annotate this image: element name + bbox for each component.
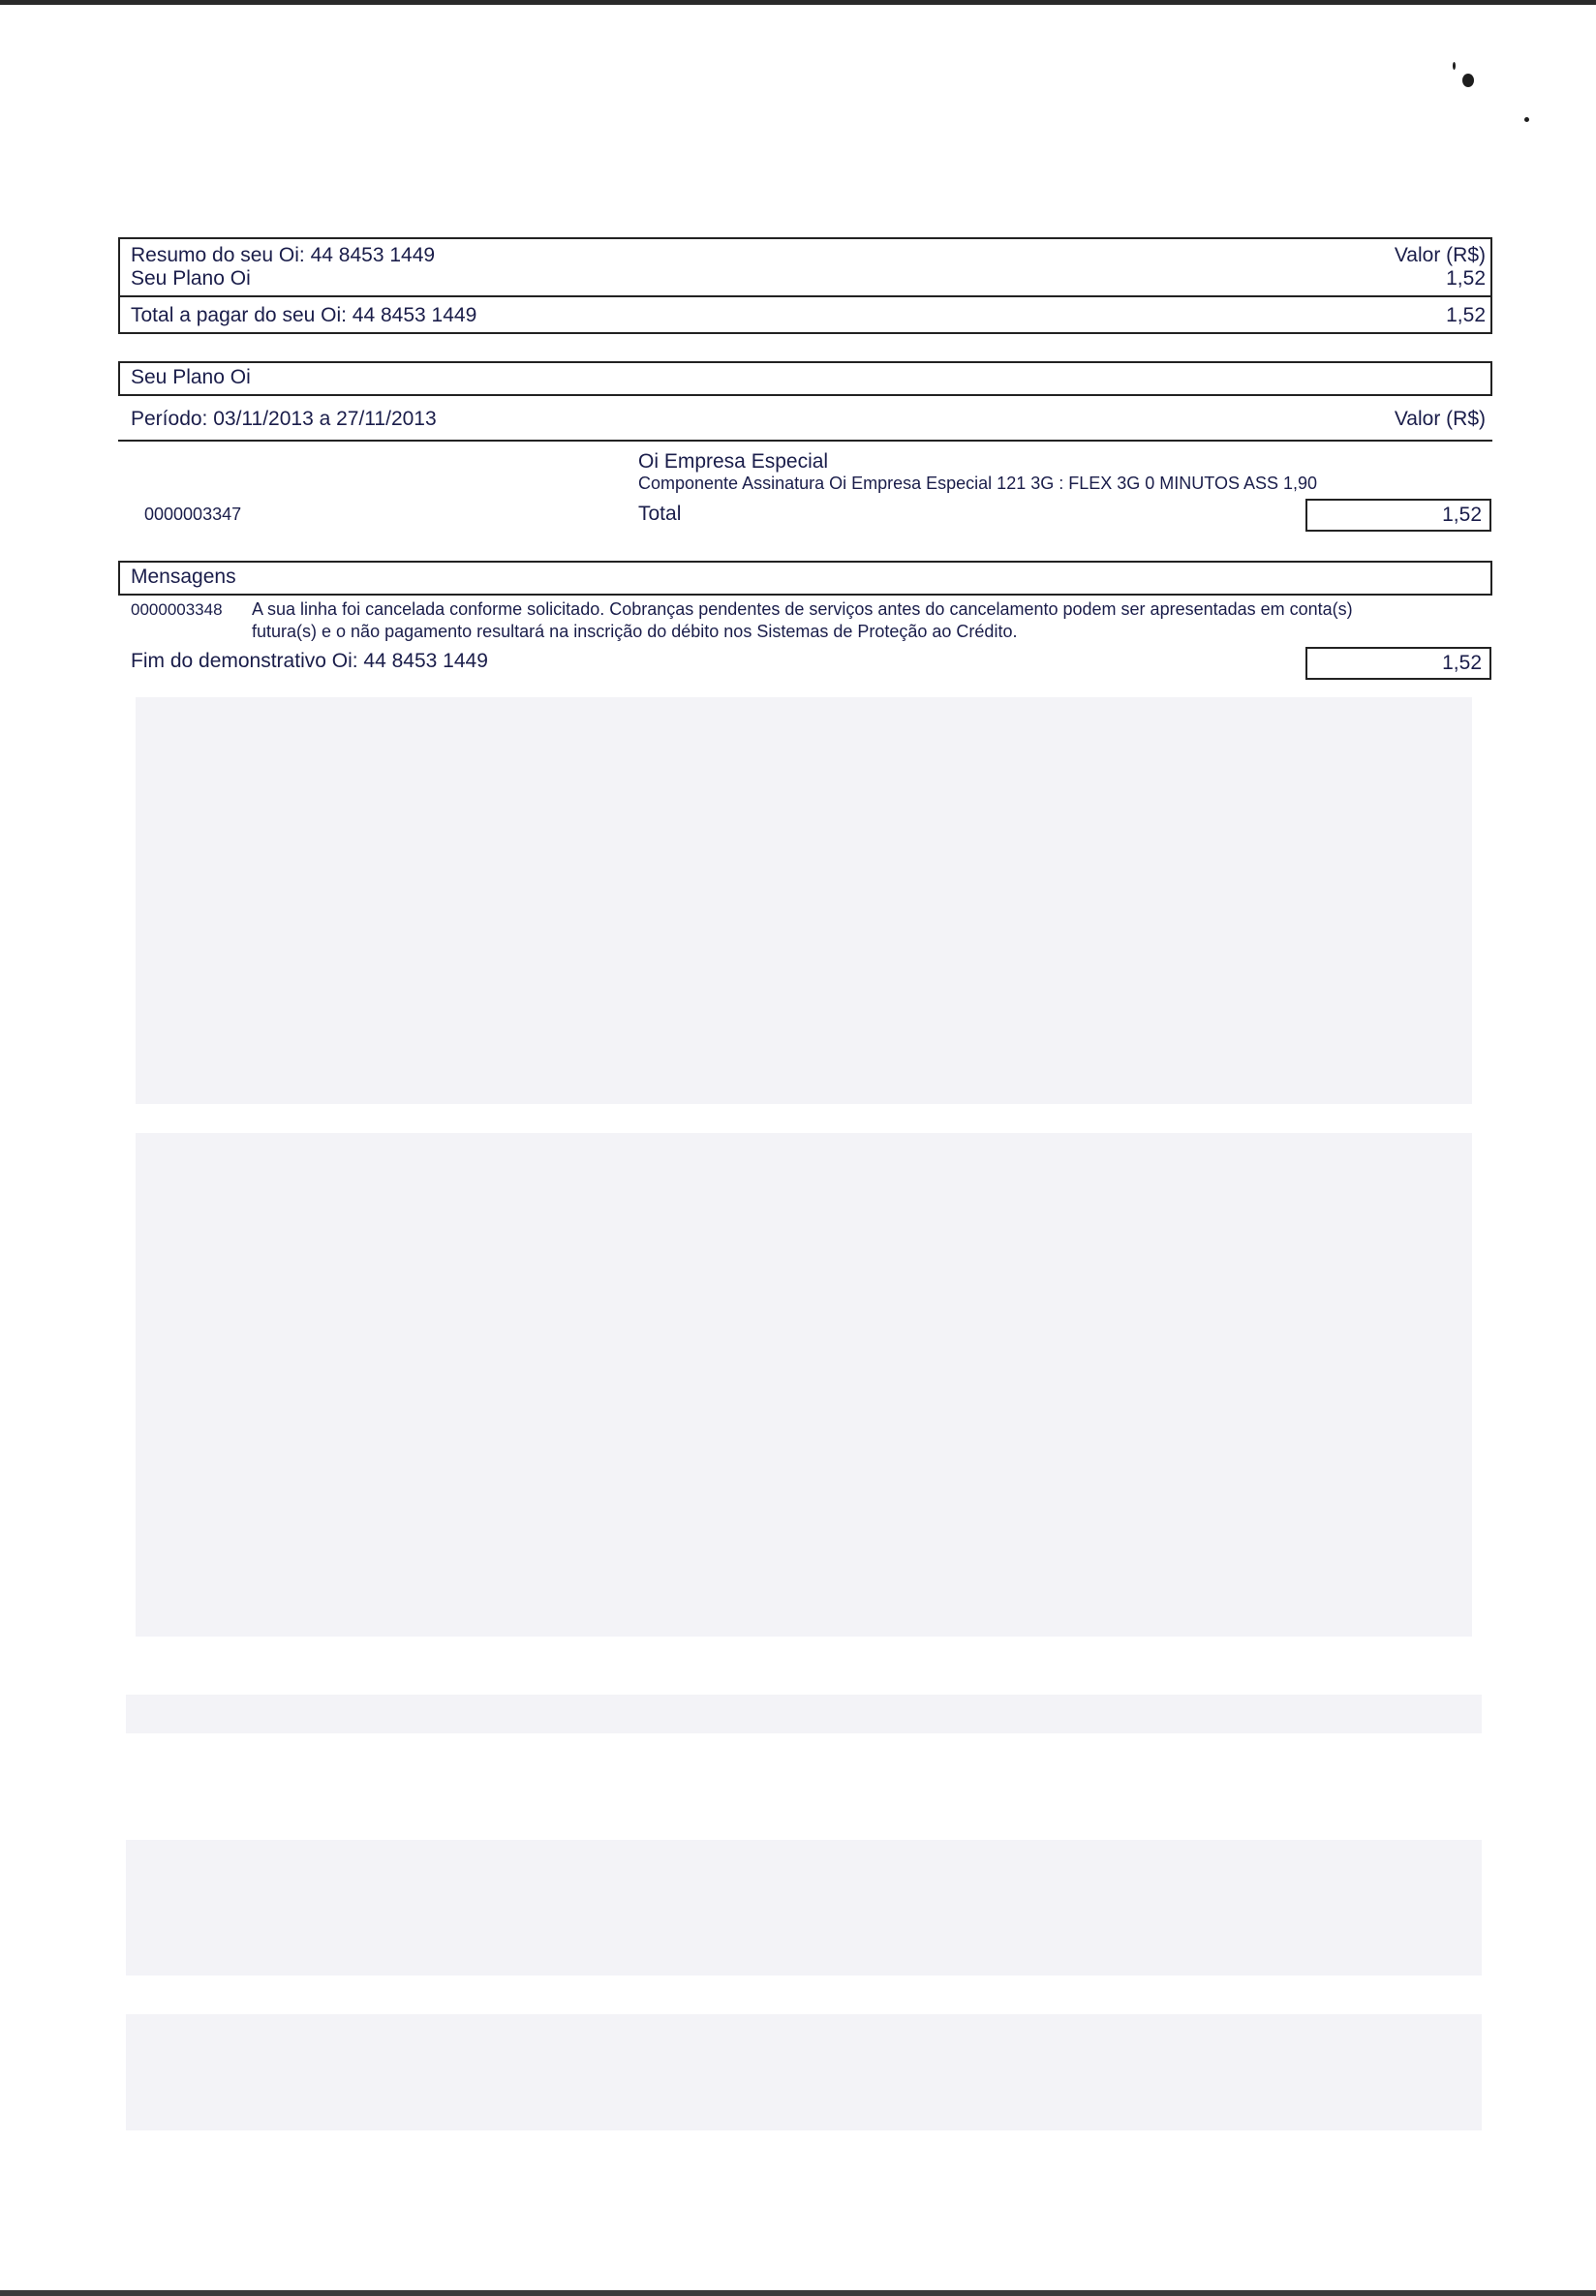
- plano-valor-header: Valor (R$): [1394, 408, 1486, 430]
- fim-value: 1,52: [1305, 647, 1491, 680]
- fim-label: Fim do demonstrativo Oi: 44 8453 1449: [131, 650, 488, 672]
- mensagens-line-1: A sua linha foi cancelada conforme solicitado. Cobranças pendentes de serviços antes do cancelamento podem ser apresentadas em conta(s): [252, 599, 1353, 619]
- resumo-plano-value: 1,52: [1446, 267, 1486, 290]
- show-through-band: [126, 2014, 1482, 2130]
- show-through-band: [136, 697, 1472, 1104]
- scan-speck: [1453, 62, 1456, 70]
- resumo-total-value: 1,52: [1446, 304, 1486, 326]
- resumo-plano-label: Seu Plano Oi: [131, 267, 251, 290]
- mensagens-section-header: [118, 561, 1492, 596]
- plano-total-value: 1,52: [1305, 499, 1491, 532]
- plano-code: 0000003347: [144, 505, 242, 524]
- scan-top-edge: [0, 0, 1596, 5]
- scan-bottom-edge: [0, 2290, 1596, 2296]
- plano-header-rule: [118, 440, 1492, 442]
- show-through-band: [136, 1133, 1472, 1637]
- show-through-band: [126, 1840, 1482, 1975]
- show-through-band: [126, 1695, 1482, 1733]
- plano-periodo: Período: 03/11/2013 a 27/11/2013: [131, 408, 437, 430]
- mensagens-line-2: futura(s) e o não pagamento resultará na inscrição do débito nos Sistemas de Proteção ao Crédito.: [252, 622, 1018, 641]
- scan-speck: [1462, 74, 1474, 87]
- resumo-total-label: Total a pagar do seu Oi: 44 8453 1449: [131, 304, 477, 326]
- resumo-title: Resumo do seu Oi: 44 8453 1449: [131, 244, 436, 266]
- resumo-divider: [120, 295, 1490, 297]
- resumo-valor-header: Valor (R$): [1394, 244, 1486, 266]
- scan-speck: [1524, 117, 1529, 122]
- plano-component-line: Componente Assinatura Oi Empresa Especial 121 3G : FLEX 3G 0 MINUTOS ASS 1,90: [638, 474, 1318, 493]
- plano-section-title: Seu Plano Oi: [131, 366, 251, 388]
- plano-product-name: Oi Empresa Especial: [638, 450, 829, 473]
- plano-section-header: [118, 361, 1492, 396]
- mensagens-section-title: Mensagens: [131, 566, 236, 588]
- mensagens-code: 0000003348: [131, 600, 223, 619]
- plano-total-label: Total: [638, 503, 682, 525]
